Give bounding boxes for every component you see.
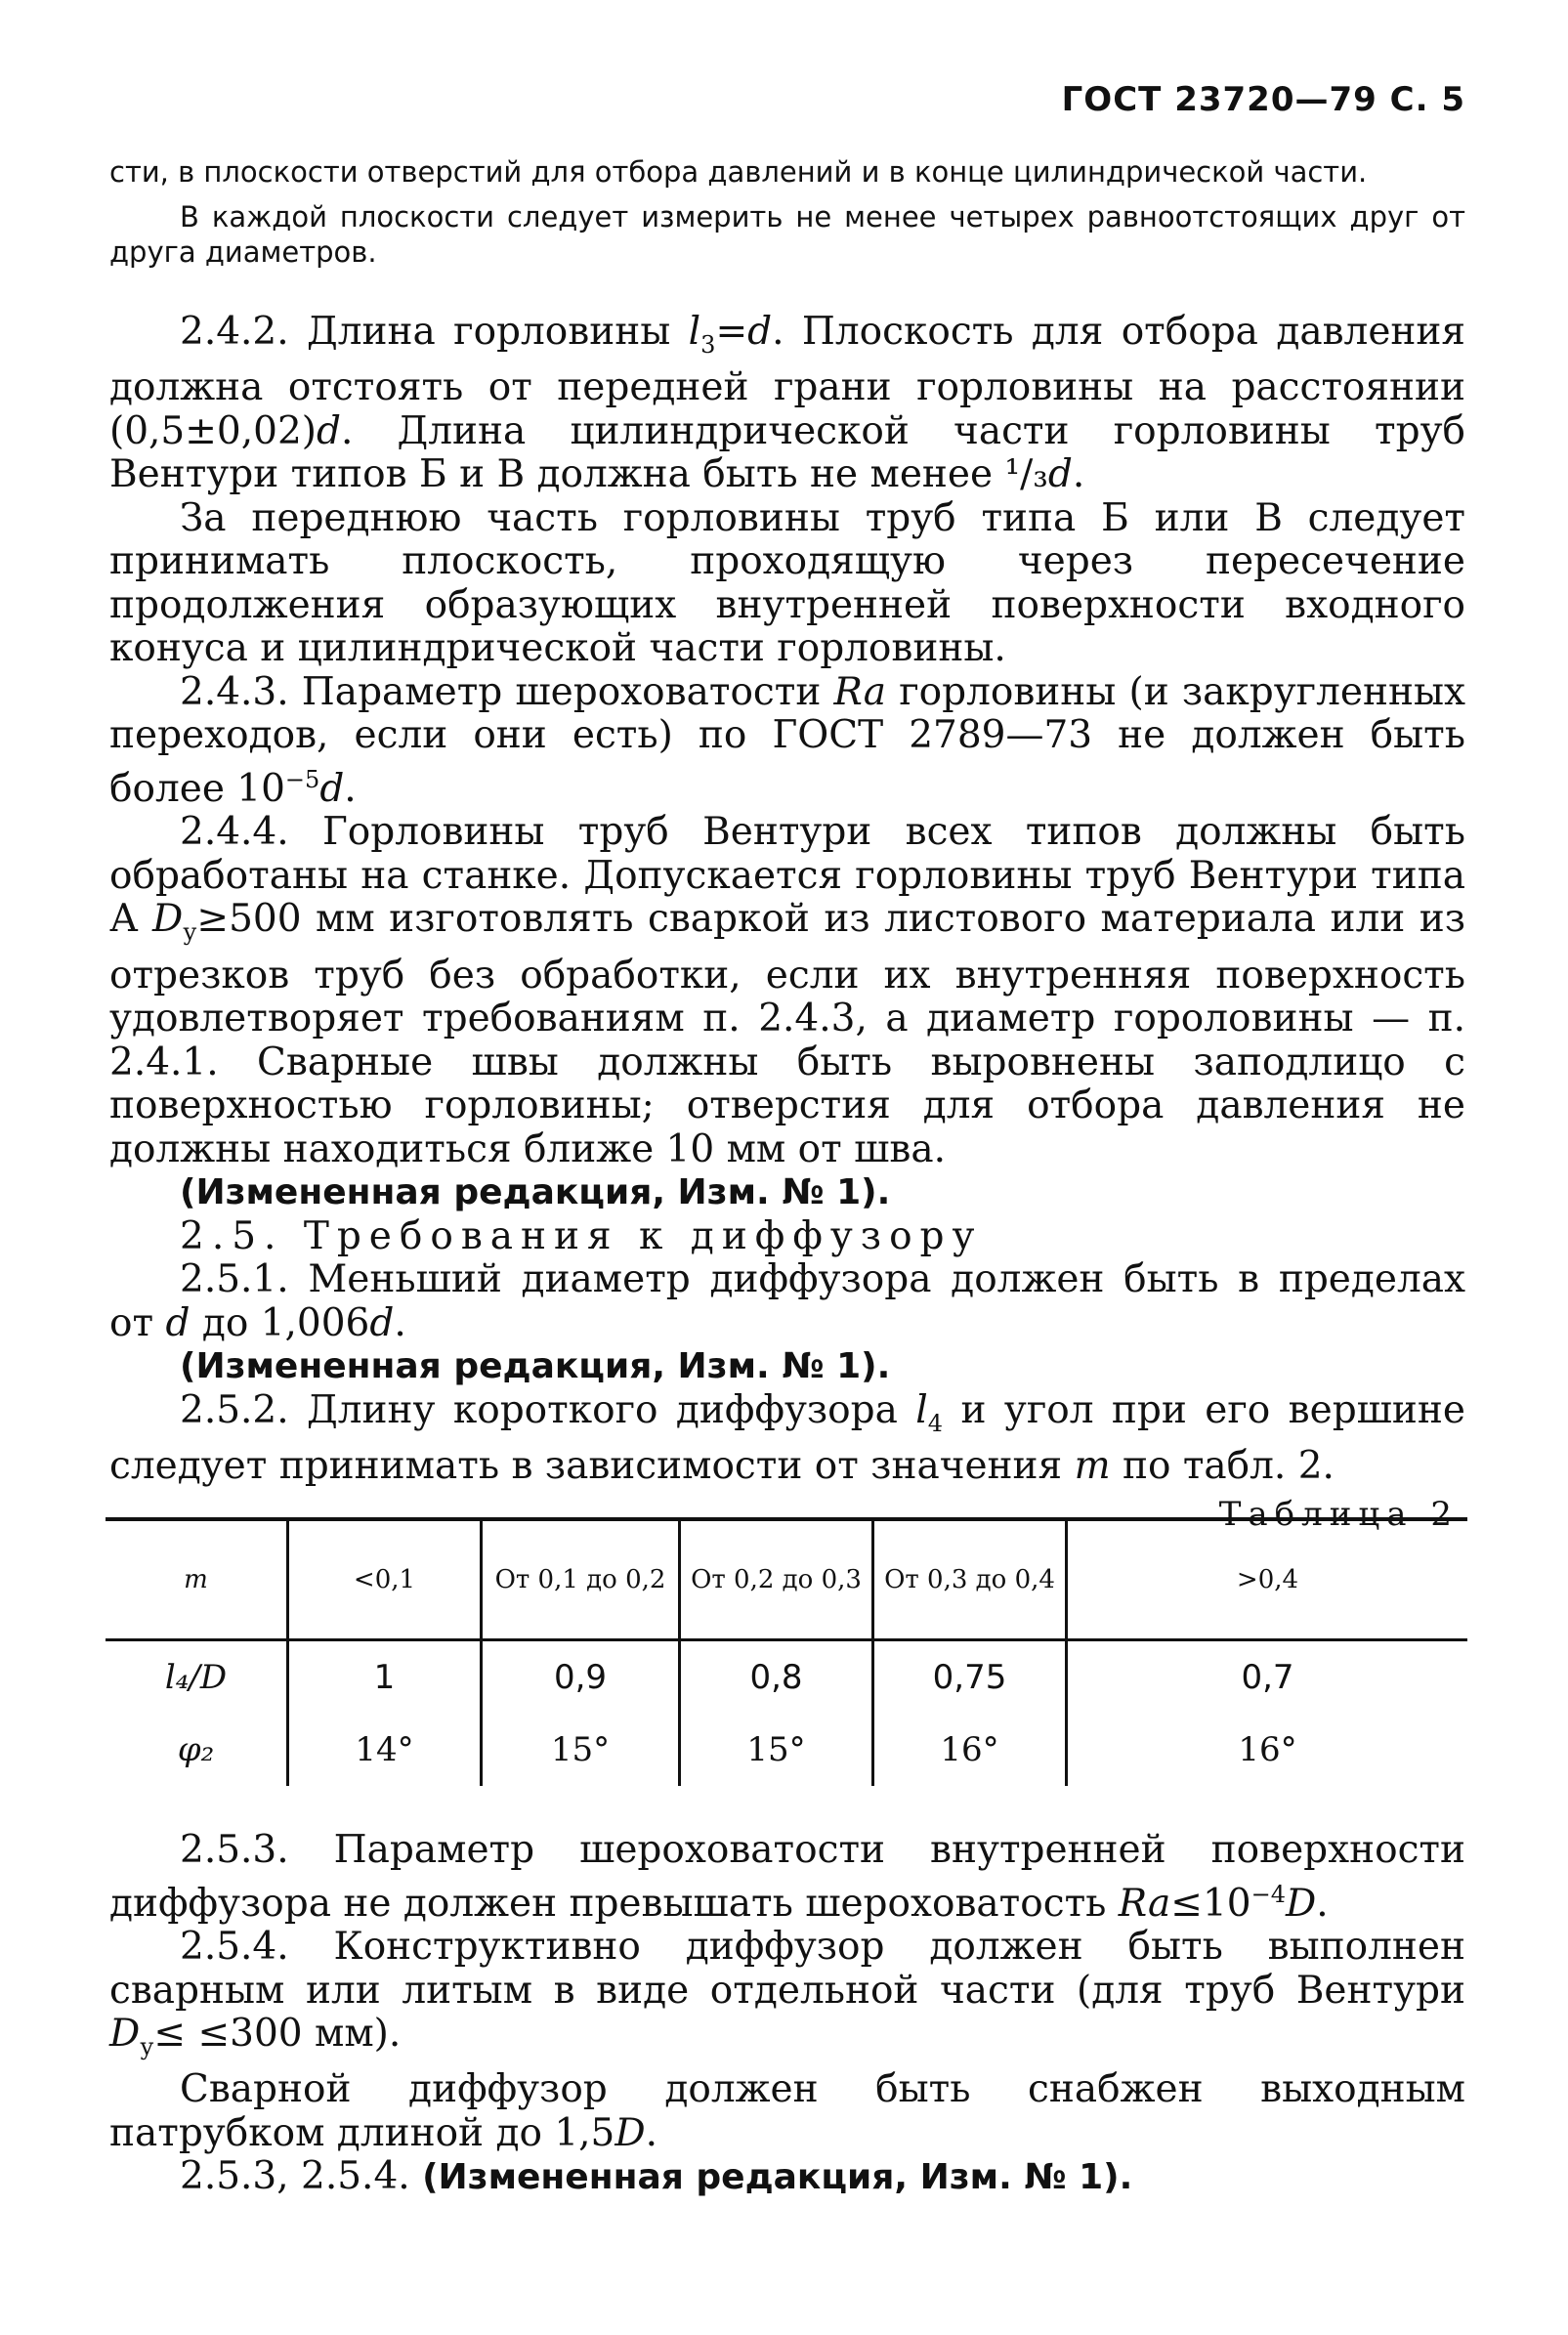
table-cell: 1 xyxy=(288,1640,482,1715)
table-header-cell: <0,1 xyxy=(288,1519,482,1640)
table-header-cell: >0,4 xyxy=(1067,1519,1468,1640)
paragraph-2-4-2: 2.4.2. Длина горловины $l_3=d$. Плоскость для отбора давления должна отстоять от передней грани горловины на расстоянии (0,5±0,02)d. Длина цилиндрической части горловины труб Вентури типов Б и В должна быть не менее ¹/₃d. xyxy=(109,310,1465,497)
table-cell: 0,9 xyxy=(482,1640,680,1715)
table-row-label: l₄/D xyxy=(164,1658,228,1697)
paragraph-2-5-2: 2.5.2. Длину короткого диффузора $l_4$ и угол при его вершине следует принимать в зависимости от значения m по табл. 2. xyxy=(109,1387,1465,1488)
paragraph-2-5-1: 2.5.1. Меньший диаметр диффузора должен быть в пределах от d до 1,006d. xyxy=(109,1257,1465,1345)
paragraph: Сварной диффузор должен быть снабжен выходным патрубком длиной до 1,5D. xyxy=(109,2067,1465,2155)
table-cell: 15° xyxy=(482,1714,680,1786)
section-title-2-5: 2.5. Требования к диффузору xyxy=(180,1213,983,1258)
amendment-note: 2.5.3, 2.5.4. (Измененная редакция, Изм. № 1). xyxy=(180,2154,1133,2199)
page-header: ГОСТ 23720—79 С. 5 xyxy=(1061,80,1465,119)
table-2 xyxy=(106,1517,1467,1786)
paragraph: За переднюю часть горловины труб типа Б или В следует принимать плоскость, проходящую через пересечение продолжения образующих внутренней поверхности входного конуса и цилиндрической части горловины. xyxy=(109,495,1465,671)
paragraph: В каждой плоскости следует измерить не менее четырех равноотстоящих друг от друга диаметров. xyxy=(109,200,1465,269)
table-cell: 14° xyxy=(288,1714,482,1786)
table-header-cell: От 0,2 до 0,3 xyxy=(680,1519,873,1640)
table-row xyxy=(106,1640,1467,1715)
paragraph-2-5-3: 2.5.3. Параметр шероховатости внутренней поверхности диффузора не должен превышать шероховатость $Ra\le 10^{-4}D$. xyxy=(109,1828,1465,1926)
paragraph: сти, в плоскости отверстий для отбора давлений и в конце цилиндрической части. xyxy=(109,155,1368,189)
table-header-cell: m xyxy=(184,1565,208,1594)
table-header-cell: От 0,3 до 0,4 xyxy=(873,1519,1067,1640)
table-caption: Таблица 2 xyxy=(1218,1495,1459,1534)
table-header-cell: От 0,1 до 0,2 xyxy=(482,1519,680,1640)
table-cell: 15° xyxy=(680,1714,873,1786)
main-text xyxy=(109,311,1465,1488)
table-row xyxy=(106,1714,1467,1786)
table-cell: 0,75 xyxy=(873,1640,1067,1715)
table-header-row xyxy=(106,1519,1467,1640)
table-cell: 16° xyxy=(873,1714,1067,1786)
amendment-note: (Измененная редакция, Изм. № 1). xyxy=(180,1172,891,1213)
paragraph-2-5-4: 2.5.4. Конструктивно диффузор должен быть выполнен сварным или литым в виде отдельной части (для труб Вентури $D_у\le \le 300$ мм). xyxy=(109,1925,1465,2060)
table-cell: 16° xyxy=(1067,1714,1468,1786)
top-paragraphs xyxy=(109,154,1465,270)
table-cell: 0,8 xyxy=(680,1640,873,1715)
paragraph-2-4-4: 2.4.4. Горловины труб Вентури всех типов должны быть обработаны на станке. Допускается горловины труб Вентури типа А $D_у\ge 500$ мм изготовлять сваркой из листового материала или из отрезков труб без обработки, если их внутренняя поверхность удовлетворяет требованиям п. 2.4.3, а диаметр гороловины — п. 2.4.1. Сварные швы должны быть выровнены заподлицо с поверхностью горловины; отверстия для отбора давления не должны находиться ближе 10 мм от шва. xyxy=(109,810,1465,1171)
paragraph-2-4-3: 2.4.3. Параметр шероховатости Ra горловины (и закругленных переходов, если они есть) по ГОСТ 2789—73 не должен быть более $10^{-5}d$. xyxy=(109,669,1465,811)
table-row-label: φ₂ xyxy=(177,1730,215,1769)
lower-text xyxy=(109,1829,1465,2200)
table-cell: 0,7 xyxy=(1067,1640,1468,1715)
amendment-note: (Измененная редакция, Изм. № 1). xyxy=(180,1346,891,1387)
